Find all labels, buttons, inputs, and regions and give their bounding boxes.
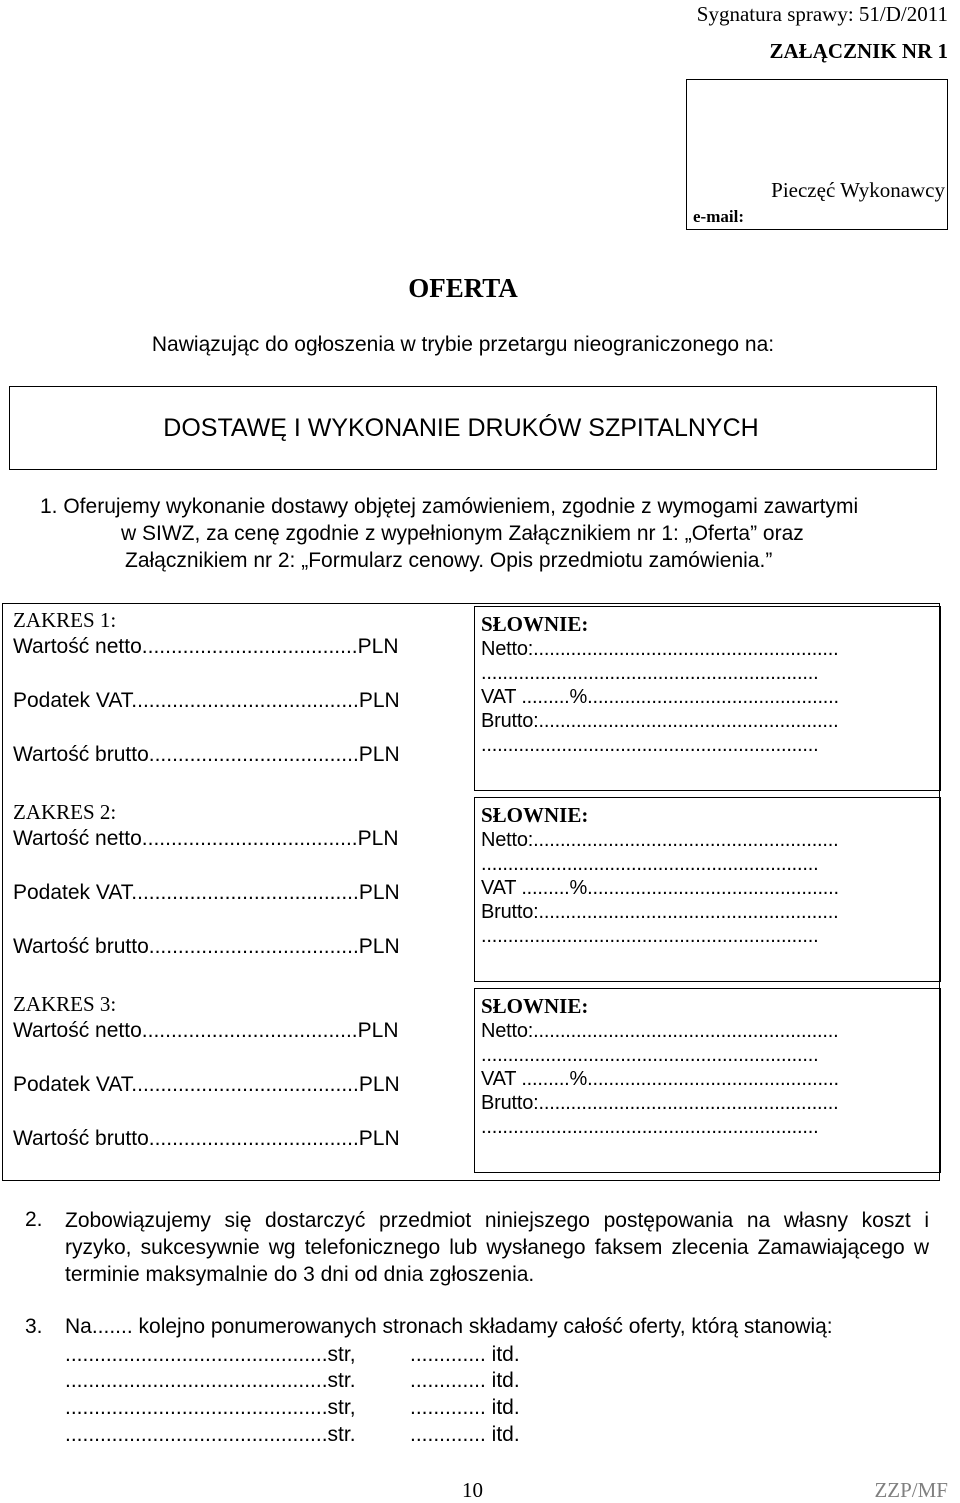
range-title: ZAKRES 1: bbox=[13, 608, 117, 632]
pages-row[interactable] bbox=[65, 1343, 520, 1367]
words-title: SŁOWNIE: bbox=[481, 994, 589, 1018]
range-3-words bbox=[474, 988, 941, 1173]
order-subject: DOSTAWĘ I WYKONANIE DRUKÓW SZPITALNYCH bbox=[163, 413, 759, 442]
pages-field[interactable]: .............................................str, bbox=[65, 1343, 356, 1366]
range-2-values bbox=[13, 800, 463, 960]
stamp-label: Pieczęć Wykonawcy bbox=[771, 178, 945, 202]
subject-box bbox=[9, 386, 937, 470]
price-ranges-frame bbox=[2, 603, 940, 1181]
footer-code: ZZP/MF bbox=[874, 1478, 948, 1502]
range-1-words bbox=[474, 606, 941, 791]
words-dots-line[interactable]: ............................................................... bbox=[481, 1044, 819, 1066]
etc-field[interactable]: ............. itd. bbox=[410, 1369, 520, 1392]
words-net-line[interactable]: Netto:......................................................... bbox=[481, 638, 839, 660]
vat-line[interactable]: Podatek VAT.......................................PLN bbox=[13, 881, 400, 904]
offer-line-3: Załącznikiem nr 2: „Formularz cenowy. Opis przedmiotu zamówienia.” bbox=[125, 549, 773, 572]
gross-value-line[interactable]: Wartość brutto....................................PLN bbox=[13, 743, 400, 766]
point-3-number: 3. bbox=[25, 1315, 43, 1338]
point-3-text[interactable]: Na....... kolejno ponumerowanych stronach składamy całość oferty, którą stanowią: bbox=[65, 1315, 833, 1338]
pages-field[interactable]: .............................................str, bbox=[65, 1396, 356, 1419]
contractor-stamp-box[interactable] bbox=[686, 79, 948, 230]
words-gross-line[interactable]: Brutto:........................................................ bbox=[481, 1092, 839, 1114]
range-title: ZAKRES 2: bbox=[13, 800, 117, 824]
range-1-values bbox=[13, 608, 463, 768]
words-vat-line[interactable]: VAT .........%............................................... bbox=[481, 686, 839, 708]
vat-line[interactable]: Podatek VAT.......................................PLN bbox=[13, 689, 400, 712]
email-label: e-mail: bbox=[693, 207, 744, 226]
words-dots-line[interactable]: ............................................................... bbox=[481, 662, 819, 684]
words-title: SŁOWNIE: bbox=[481, 803, 589, 827]
pages-field[interactable]: .............................................str. bbox=[65, 1369, 356, 1392]
net-value-line[interactable]: Wartość netto.....................................PLN bbox=[13, 1019, 399, 1042]
offer-paragraph bbox=[40, 493, 910, 574]
offer-line-2: w SIWZ, za cenę zgodnie z wypełnionym Załącznikiem nr 1: „Oferta” oraz bbox=[121, 522, 804, 545]
words-vat-line[interactable]: VAT .........%............................................... bbox=[481, 877, 839, 899]
etc-field[interactable]: ............. itd. bbox=[410, 1423, 520, 1446]
words-dots-line[interactable]: ............................................................... bbox=[481, 925, 819, 947]
point-2-text: Zobowiązujemy się dostarczyć przedmiot niniejszego postępowania na własny koszt i ryzyko, sukcesywnie wg telefonicznego lub wysłanego faksem zlecenia Zamawiającego w terminie maksymalnie do 3 dni od dnia zgłoszenia. bbox=[65, 1209, 929, 1286]
words-net-line[interactable]: Netto:......................................................... bbox=[481, 829, 839, 851]
offer-line-1: 1. Oferujemy wykonanie dostawy objętej zamówieniem, zgodnie z wymogami zawartymi bbox=[40, 495, 859, 518]
pages-row[interactable] bbox=[65, 1423, 520, 1447]
page-number: 10 bbox=[462, 1478, 483, 1502]
pages-row[interactable] bbox=[65, 1369, 520, 1393]
gross-value-line[interactable]: Wartość brutto....................................PLN bbox=[13, 1127, 400, 1150]
pages-field[interactable]: .............................................str. bbox=[65, 1423, 356, 1446]
gross-value-line[interactable]: Wartość brutto....................................PLN bbox=[13, 935, 400, 958]
range-3-values bbox=[13, 992, 463, 1152]
words-dots-line[interactable]: ............................................................... bbox=[481, 1116, 819, 1138]
range-2-words bbox=[474, 797, 941, 982]
words-gross-line[interactable]: Brutto:........................................................ bbox=[481, 710, 839, 732]
intro-text: Nawiązując do ogłoszenia w trybie przetargu nieograniczonego na: bbox=[151, 333, 775, 356]
vat-line[interactable]: Podatek VAT.......................................PLN bbox=[13, 1073, 400, 1096]
words-net-line[interactable]: Netto:......................................................... bbox=[481, 1020, 839, 1042]
page-title: OFERTA bbox=[408, 273, 518, 303]
annex-number: ZAŁĄCZNIK NR 1 bbox=[769, 39, 948, 63]
words-gross-line[interactable]: Brutto:........................................................ bbox=[481, 901, 839, 923]
etc-field[interactable]: ............. itd. bbox=[410, 1343, 520, 1366]
words-dots-line[interactable]: ............................................................... bbox=[481, 853, 819, 875]
etc-field[interactable]: ............. itd. bbox=[410, 1396, 520, 1419]
words-dots-line[interactable]: ............................................................... bbox=[481, 734, 819, 756]
words-vat-line[interactable]: VAT .........%............................................... bbox=[481, 1068, 839, 1090]
words-title: SŁOWNIE: bbox=[481, 612, 589, 636]
case-signature: Sygnatura sprawy: 51/D/2011 bbox=[696, 2, 948, 26]
net-value-line[interactable]: Wartość netto.....................................PLN bbox=[13, 635, 399, 658]
net-value-line[interactable]: Wartość netto.....................................PLN bbox=[13, 827, 399, 850]
range-title: ZAKRES 3: bbox=[13, 992, 117, 1016]
pages-row[interactable] bbox=[65, 1396, 520, 1420]
point-2-number: 2. bbox=[25, 1208, 43, 1231]
